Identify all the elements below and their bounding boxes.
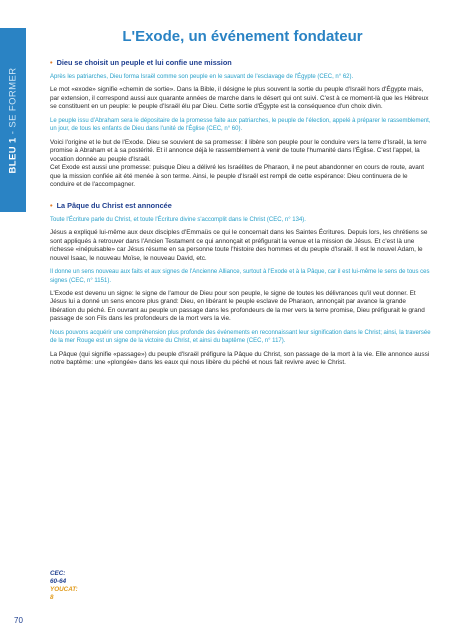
- catechism-quote: Toute l'Écriture parle du Christ, et toute l'Écriture divine s'accomplit dans le Christ (CEC, n° 134).: [50, 216, 306, 223]
- page-content: [50, 58, 433, 373]
- youcat-label: YOUCAT:: [50, 586, 78, 593]
- section-heading: [50, 58, 433, 67]
- body-paragraph: Voici l'origine et le but de l'Exode. Dieu se souvient de sa promesse: il libère son peuple pour le conduire vers la terre d'Israël, la terre promise à Abraham et à sa postérité. Et il annonce déjà le rassemblement à venir de toute l'humanité dans l'Église. C'est l'appel, la vocation donnée au peuple d'Israël.: [50, 138, 427, 163]
- cec-value: 60-64: [50, 578, 67, 585]
- bullet-icon: •: [50, 200, 53, 210]
- references: [50, 570, 78, 602]
- side-tab-label: [8, 67, 19, 173]
- section-heading: [50, 201, 433, 210]
- youcat-value: 8: [50, 594, 54, 601]
- page-number: 70: [14, 616, 23, 625]
- catechism-quote: Il donne un sens nouveau aux faits et aux signes de l'Ancienne Alliance, surtout à l'Exode et à la Pâque, car il est lui-même le sens de tous ces signes (CEC, n° 1151).: [50, 269, 430, 284]
- page-title: L'Exode, un événement fondateur: [122, 28, 363, 45]
- body-paragraph: Le mot «exode» signifie «chemin de sortie». Dans la Bible, il désigne le plus souvent la sortie du peuple d'Israël hors d'Égypte mais, par extension, il correspond aussi aux quarante années de marche dans le désert qui ont suivi. C'est à ce moment-là que les Hébreux se constituent en un peuple: le peuple d'Israël élu par Dieu. Cette sortie d'Égypte est la conséquence d'un choix divin.: [50, 86, 429, 111]
- body-paragraph: Jésus a expliqué lui-même aux deux disciples d'Emmaüs ce qui le concernait dans les Saintes Écritures. Depuis lors, les chrétiens se sont appliqués à retrouver dans l'Ancien Testament ce qui annonçait et préfigurait la venue et la mission de Jésus. Et c'est là une richesse «inépuisable» car Jésus résume en sa personne toute l'histoire des hommes et du peuple d'Israël. Il est le nouvel Adam, le nouvel Isaac, le nouveau Moïse, le nouveau David, etc.: [50, 229, 428, 262]
- section-heading-text: La Pâque du Christ est annoncée: [56, 200, 172, 210]
- section-heading-text: Dieu se choisit un peuple et lui confie une mission: [56, 58, 232, 67]
- side-tab: [0, 28, 26, 212]
- body-paragraph: Cet Exode est aussi une promesse: puisque Dieu a délivré les Israélites de Pharaon, il ne peut abandonner en cours de route, avant que la mission confiée ait été menée à son terme. Ainsi, le peuple d'Israël est rempli de cette espérance: Dieu continuera de le conduire et de l'accompagner.: [50, 164, 425, 189]
- side-tab-part2: SE FORMER: [7, 67, 19, 128]
- catechism-quote: Après les patriarches, Dieu forma Israël comme son peuple en le sauvant de l'esclavage de l'Égypte (CEC, n° 62).: [50, 74, 354, 80]
- catechism-quote: Nous pouvons acquérir une compréhension plus profonde des événements en reconnaissant leur signification dans le Christ; ainsi, la traversée de la mer Rouge est un signe de la victoire du Christ, et ainsi du baptême (CEC, n° 117).: [50, 329, 431, 345]
- body-paragraph: La Pâque (qui signifie «passage») du peuple d'Israël préfigure la Pâque du Christ, son passage de la mort à la vie. Elle annonce aussi notre baptême: une «plongée» dans les eaux qui nous libère du péché et nous fait revivre avec le Christ.: [50, 350, 430, 367]
- side-tab-part1: BLEU 1: [7, 136, 19, 173]
- side-tab-separator: -: [7, 127, 19, 137]
- bullet-icon: •: [50, 58, 53, 67]
- cec-label: CEC:: [50, 570, 66, 577]
- body-paragraph: L'Exode est devenu un signe: le signe de l'amour de Dieu pour son peuple, le signe de toutes les délivrances qu'il veut donner. Et Jésus lui a donné un sens encore plus grand: Dieu, en libérant le peuple esclave de Pharaon, annonçait par avance la grande libération du péché. En ouvrant au peuple un passage dans les profondeurs de la mer vers la terre promise, Dieu préfigurait le grand passage de son Fils dans les profondeurs de la mort vers la vie.: [50, 289, 425, 323]
- catechism-quote: Le peuple issu d'Abraham sera le dépositaire de la promesse faite aux patriarches, le peuple de l'élection, appelé à préparer le rassemblement, un jour, de tous les enfants de Dieu dans l'unité de l'Église (CEC, n° 60).: [50, 117, 431, 133]
